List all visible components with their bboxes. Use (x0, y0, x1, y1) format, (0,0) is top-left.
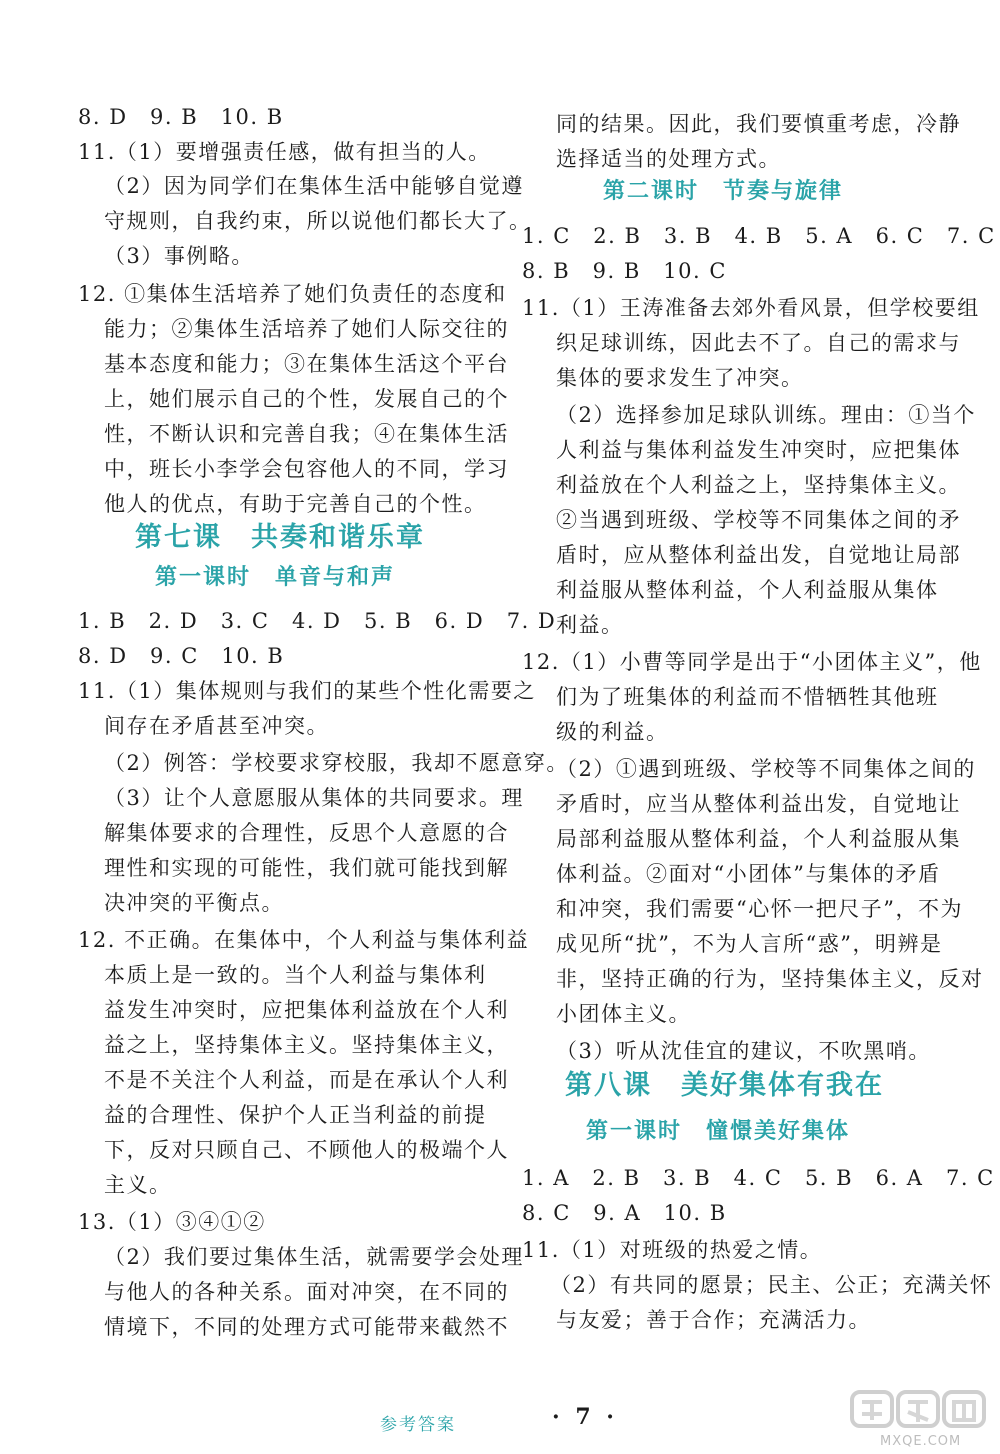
answer-line: （3）听从沈佳宜的建议，不吹黑哨。 (556, 1039, 931, 1063)
answer-line: 利益服从整体利益，个人利益服从集体 (556, 578, 939, 602)
answer-line: 8. D 9. B 10. B (78, 105, 284, 129)
answer-line: 能力；②集体生活培养了她们人际交往的 (104, 317, 509, 341)
answer-line: 13.（1）③④①② (78, 1210, 266, 1234)
answer-line: 和冲突，我们需要“心怀一把尺子”，不为 (556, 897, 963, 921)
answer-line: 1. A 2. B 3. B 4. C 5. B 6. A 7. C (522, 1166, 995, 1190)
answer-line: 1. B 2. D 3. C 4. D 5. B 6. D 7. D (78, 609, 557, 633)
answer-line: 理性和实现的可能性，我们就可能找到解 (104, 856, 509, 880)
answer-line: 上，她们展示自己的个性，发展自己的个 (104, 387, 509, 411)
section-heading: 第一课时 憧憬美好集体 (586, 1119, 851, 1144)
lesson-heading: 第八课 美好集体有我在 (565, 1070, 884, 1101)
answer-line: （2）例答：学校要求穿校服，我却不愿意穿。 (104, 751, 569, 775)
answer-line: 集体的要求发生了冲突。 (556, 366, 804, 390)
answer-line: 解集体要求的合理性，反思个人意愿的合 (104, 821, 509, 845)
answer-line: （2）我们要过集体生活，就需要学会处理 (104, 1245, 524, 1269)
answer-line: 与友爱；善于合作；充满活力。 (556, 1308, 871, 1332)
answer-line: 非，坚持正确的行为，坚持集体主义，反对 (556, 967, 984, 991)
answer-line: 本质上是一致的。当个人利益与集体利 (104, 963, 487, 987)
answer-line: 盾时，应从整体利益出发，自觉地让局部 (556, 543, 961, 567)
answer-line: 体利益。②面对“小团体”与集体的矛盾 (556, 862, 941, 886)
answer-line: （2）选择参加足球队训练。理由：①当个 (556, 403, 976, 427)
answer-line: 11.（1）王涛准备去郊外看风景，但学校要组 (522, 296, 980, 320)
answer-line: 1. C 2. B 3. B 4. B 5. A 6. C 7. C (522, 224, 996, 248)
page-number: · 7 · (552, 1404, 618, 1430)
answer-line: 11.（1）对班级的热爱之情。 (522, 1238, 823, 1262)
watermark-text: MXQE.COM (880, 1434, 962, 1449)
answer-line: 他人的优点，有助于完善自己的个性。 (104, 492, 487, 516)
answer-line: 情境下，不同的处理方式可能带来截然不 (104, 1315, 509, 1339)
answer-line: 11.（1）集体规则与我们的某些个性化需要之 (78, 679, 536, 703)
answer-line: 决冲突的平衡点。 (104, 891, 284, 915)
answer-line: 12. ①集体生活培养了她们负责任的态度和 (78, 282, 507, 306)
answer-line: （2）因为同学们在集体生活中能够自觉遵 (104, 174, 524, 198)
answer-line: 性，不断认识和完善自我；④在集体生活 (104, 422, 509, 446)
answer-line: （3）让个人意愿服从集体的共同要求。理 (104, 786, 524, 810)
answer-line: 12.（1）小曹等同学是出于“小团体主义”，他 (522, 650, 982, 674)
answer-line: 小团体主义。 (556, 1002, 691, 1026)
answer-line: 与他人的各种关系。面对冲突，在不同的 (104, 1280, 509, 1304)
section-heading: 第二课时 节奏与旋律 (603, 179, 844, 204)
answer-line: （2）有共同的愿景；民主、公正；充满关怀 (550, 1273, 993, 1297)
answer-line: 成见所“扰”，不为人言所“惑”，明辨是 (556, 932, 943, 956)
answer-line: 们为了班集体的利益而不惜牺牲其他班 (556, 685, 939, 709)
answer-line: 织足球训练，因此去不了。自己的需求与 (556, 331, 961, 355)
answer-line: 守规则，自我约束，所以说他们都长大了。 (104, 209, 532, 233)
answer-line: 矛盾时，应当从整体利益出发，自觉地让 (556, 792, 961, 816)
answer-line: 不是不关注个人利益，而是在承认个人利 (104, 1068, 509, 1092)
answer-line: 益发生冲突时，应把集体利益放在个人利 (104, 998, 509, 1022)
answer-line: 基本态度和能力；③在集体生活这个平台 (104, 352, 509, 376)
answer-line: 级的利益。 (556, 720, 669, 744)
answer-line: 人利益与集体利益发生冲突时，应把集体 (556, 438, 961, 462)
answer-line: 11.（1）要增强责任感，做有担当的人。 (78, 140, 491, 164)
answer-line: 益之上，坚持集体主义。坚持集体主义， (104, 1033, 509, 1057)
answer-line: ②当遇到班级、学校等不同集体之间的矛 (556, 508, 961, 532)
answer-line: 主义。 (104, 1173, 172, 1197)
answer-line: 局部利益服从整体利益，个人利益服从集 (556, 827, 961, 851)
answer-line: 间存在矛盾甚至冲突。 (104, 714, 329, 738)
answer-line: 下，反对只顾自己、不顾他人的极端个人 (104, 1138, 509, 1162)
footer-label: 参考答案 (380, 1415, 456, 1435)
answer-line: 8. C 9. A 10. B (522, 1201, 727, 1225)
answer-line: （3）事例略。 (104, 244, 254, 268)
answer-line: 益的合理性、保护个人正当利益的前提 (104, 1103, 487, 1127)
answer-line: 8. D 9. C 10. B (78, 644, 285, 668)
answer-line: 利益放在个人利益之上，坚持集体主义。 (556, 473, 961, 497)
answer-line: 中，班长小李学会包容他人的不同，学习 (104, 457, 509, 481)
lesson-heading: 第七课 共奏和谐乐章 (135, 522, 425, 553)
answer-line: 8. B 9. B 10. C (522, 259, 727, 283)
answer-line: 选择适当的处理方式。 (556, 147, 781, 171)
answer-line: 利益。 (556, 613, 624, 637)
answer-line: 12. 不正确。在集体中，个人利益与集体利益 (78, 928, 530, 952)
answer-line: （2）①遇到班级、学校等不同集体之间的 (556, 757, 976, 781)
section-heading: 第一课时 单音与和声 (155, 565, 396, 590)
answer-line: 同的结果。因此，我们要慎重考虑，冷静 (556, 112, 961, 136)
